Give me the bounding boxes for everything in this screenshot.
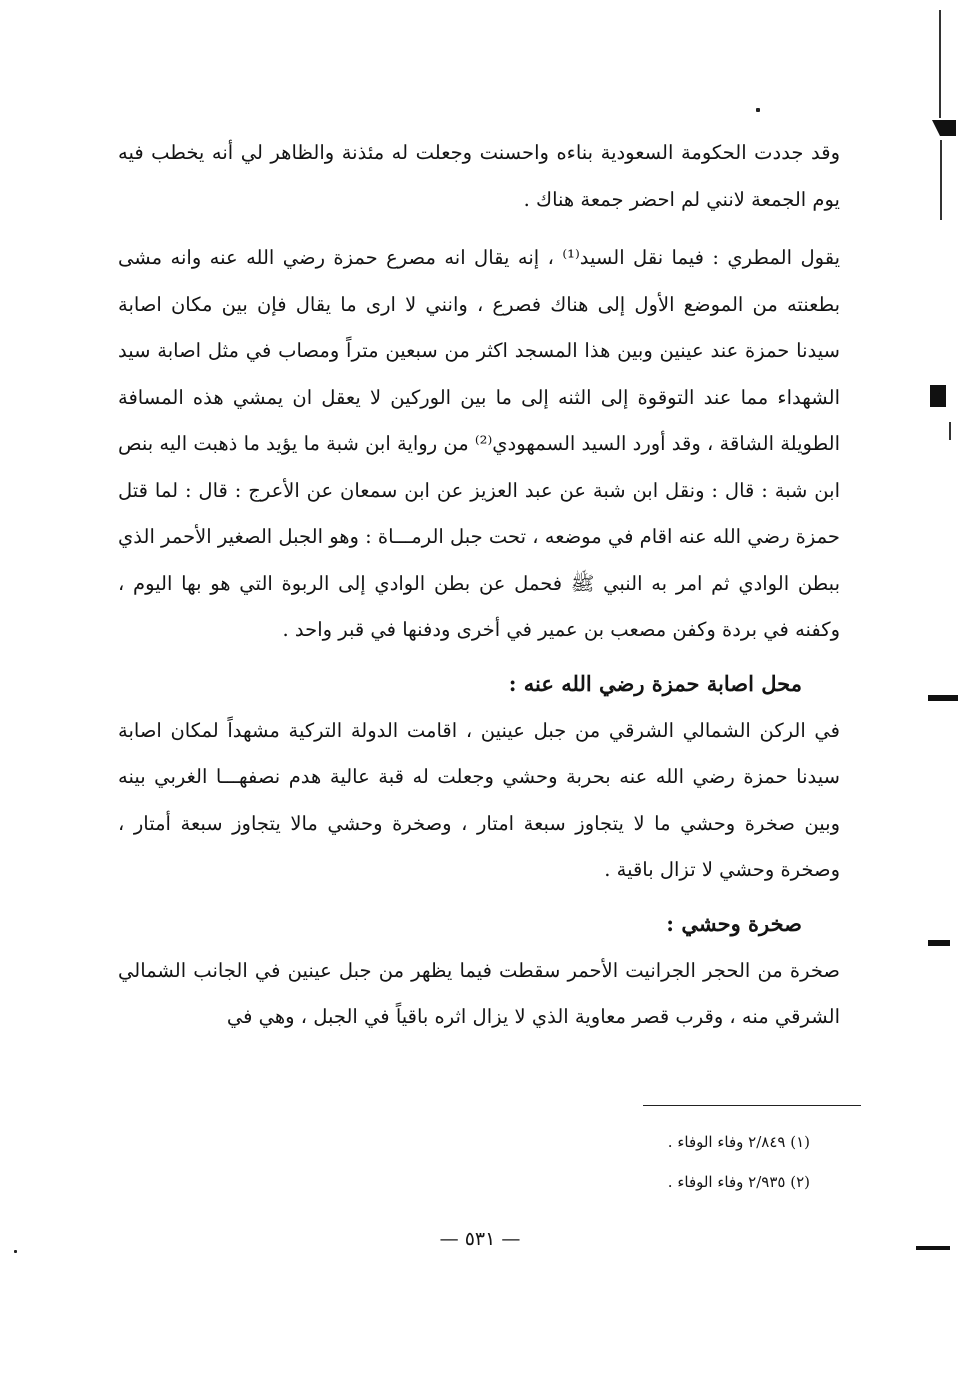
footnotes-block	[560, 1122, 810, 1202]
footnote-divider	[643, 1105, 861, 1106]
paragraph-granite-rock: صخرة من الحجر الجرانيت الأحمر سقطت فيما يظهر من جبل عينين في الجانب الشمالي الشرقي منه ، وقرب قصر معاوية الذي لا يزال اثره باقياً في الجبل ، وهي في	[118, 958, 840, 1028]
section-heading-wahshi-rock: صخرة وحشي :	[666, 910, 802, 936]
footnote-1: (١) ٢/٨٤٩ وفاء الوفاء .	[667, 1133, 810, 1151]
scan-edge-line-artifact	[939, 10, 941, 118]
scan-edge-dash-artifact	[916, 1246, 950, 1250]
paragraph-almatari-quote: يقول المطري : فيما نقل السيد⁽¹⁾ ، إنه يقال انه مصرع حمزة رضي الله عنه وانه مشى بطعنته من الموضع الأول إلى هناك فصرع ، وانني لا ارى ما يقال فإن بين مكان اصابة سيدنا حمزة عند عينين وبين هذا المسجد اكثر من سبعين متراً ومصاب في مثل اصابة سيد الشهداء مما عند التوقوة إلى الثنه إلى ما بين الوركين لا يعقل ان يمشي هذه المسافة الطويلة الشاقة ، وقد أورد السيد السمهودي⁽²⁾ من رواية ابن شبة ما يؤيد ما ذهبت اليه بنص ابن شبة : قال : ونقل ابن شبة عن عبد العزيز عن ابن سمعان عن الأعرج : قال : لما قتل حمزة رضي الله عنه اقام في موضعه ، تحت جبل الرمـــاة : وهو الجبل الصغير الأحمر الذي ببطن الوادي ثم امر به النبي ﷺ فحمل عن بطن الوادي إلى الربوة التي هو بها اليوم ، وكفنه في بردة وكفن مصعب بن عمير في أخرى ودفنها في قبر واحد .	[118, 246, 841, 641]
scan-edge-blot-artifact	[930, 385, 946, 407]
paragraph-ottoman-shrine: في الركن الشمالي الشرقي من جبل عينين ، اقامت الدولة التركية مشهداً لمكان اصابة سيدنا حمزة رضي الله عنه بحربة وحشي وجعلت له قبة عالية هدم نصفهـــا الغربي بينه وبين صخرة وحشي ما لا يتجاوز سبعة امتار ، وصخرة وحشي مالا يتجاوز سبعة أمتار ، وصخرة وحشي لا تزال باقية .	[118, 718, 840, 881]
paragraph-mosque-renovation: وقد جددت الحكومة السعودية بناءه واحسنت وجعلت له مئذنة والظاهر لي أنه يخطب فيه يوم الجمعة لانني لم احضر جمعة هناك .	[118, 141, 840, 211]
section-heading-hamza-injury-site: محل اصابة حمزة رضي الله عنه :	[508, 670, 802, 696]
page-number: — ٥٣١ —	[439, 1228, 521, 1250]
scan-edge-line-artifact	[949, 422, 951, 440]
main-text-column	[118, 130, 840, 1041]
footnote-2: (٢) ٢/٩٣٥ وفاء الوفاء .	[667, 1173, 810, 1191]
scan-edge-dash-artifact	[928, 695, 958, 701]
scan-speck-artifact	[14, 1250, 17, 1253]
scan-speck-artifact	[756, 108, 760, 112]
scan-edge-line-artifact	[940, 140, 942, 220]
scan-edge-bracket-artifact	[930, 118, 958, 138]
scan-edge-dash-artifact	[928, 940, 950, 946]
